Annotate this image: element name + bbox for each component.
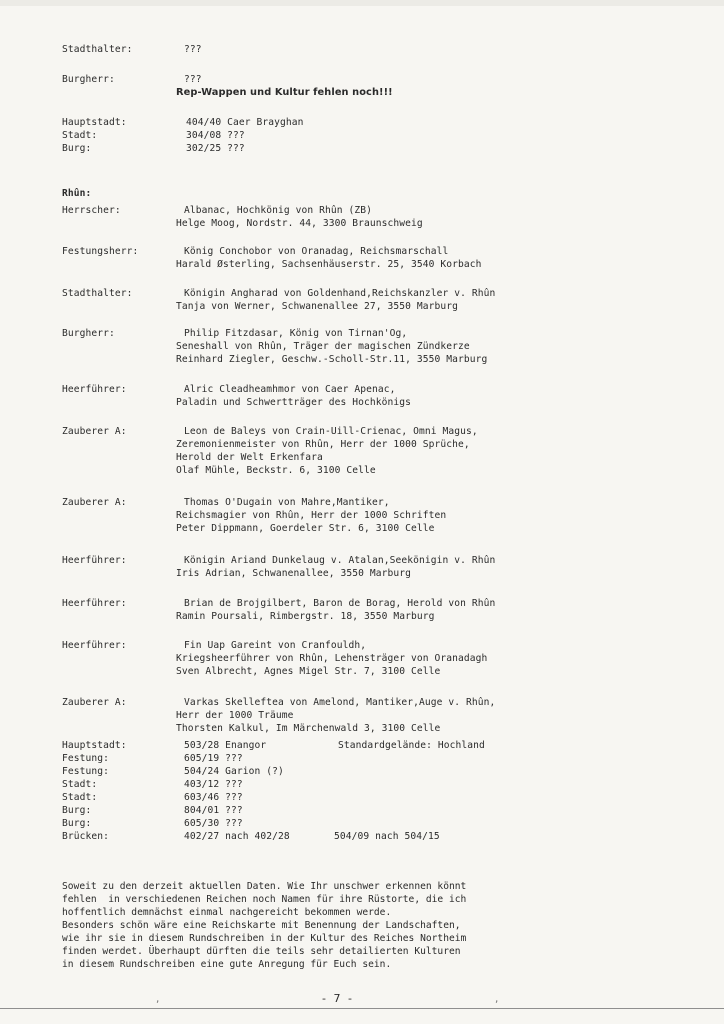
role-label: Festungsherr: [62,246,139,257]
role-detail: Reichsmagier von Rhûn, Herr der 1000 Schriften [176,510,447,521]
role-label: Burgherr: [62,328,115,339]
missing-note: Rep-Wappen und Kultur fehlen noch!!! [176,87,393,98]
role-detail: Thorsten Kalkul, Im Märchenwald 3, 3100 Celle [176,723,441,734]
role-detail: Peter Dippmann, Goerdeler Str. 6, 3100 Celle [176,523,435,534]
burg-value: 302/25 ??? [186,143,245,154]
paragraph-line: wie ihr sie in diesem Rundschreiben in der Kultur des Reiches Northeim [62,933,467,944]
role-label: Heerführer: [62,640,127,651]
place-value: 804/01 ??? [184,805,243,816]
place-label: Brücken: [62,831,110,842]
role-detail: Herr der 1000 Träume [176,710,294,721]
place-value: 605/30 ??? [184,818,243,829]
scan-edge [0,0,724,6]
place-label: Festung: [62,753,110,764]
page-number: - 7 - [322,992,354,1005]
role-detail: Reinhard Ziegler, Geschw.-Scholl-Str.11, 3550 Marburg [176,354,488,365]
stadthalter-label: Stadthalter: [62,44,133,55]
stadthalter-value: ??? [184,44,202,55]
role-title: Leon de Baleys von Crain-Uill-Crienac, Omni Magus, [184,426,478,437]
role-title: Königin Angharad von Goldenhand,Reichskanzler v. Rhûn [184,288,496,299]
paragraph-line: finden werdet. Überhaupt dürften die teils sehr detailierten Kulturen [62,946,461,957]
role-detail: Ramin Poursali, Rimbergstr. 18, 3550 Marburg [176,611,435,622]
role-detail: Zeremonienmeister von Rhûn, Herr der 1000 Sprüche, [176,439,470,450]
role-title: Fin Uap Gareint von Cranfouldh, [184,640,367,651]
role-detail: Herold der Welt Erkenfara [176,452,323,463]
place-extra: 504/09 nach 504/15 [334,831,440,842]
role-label: Zauberer A: [62,426,127,437]
burgherr-label: Burgherr: [62,74,115,85]
role-label: Zauberer A: [62,697,127,708]
role-detail: Paladin und Schwertträger des Hochkönigs [176,397,412,408]
place-value: 605/19 ??? [184,753,243,764]
role-detail: Sven Albrecht, Agnes Migel Str. 7, 3100 Celle [176,666,441,677]
paragraph-line: Soweit zu den derzeit aktuellen Daten. Wie Ihr unschwer erkennen könnt [62,881,467,892]
hauptstadt-label: Hauptstadt: [62,117,127,128]
rhun-heading: Rhûn: [62,188,92,199]
stadt-value: 304/08 ??? [186,130,245,141]
role-detail: Kriegsheerführer von Rhûn, Lehensträger von Oranadagh [176,653,488,664]
role-detail: Seneshall von Rhûn, Träger der magischen Zündkerze [176,341,470,352]
role-label: Heerführer: [62,384,127,395]
role-title: Albanac, Hochkönig von Rhûn (ZB) [184,205,373,216]
place-label: Stadt: [62,779,98,790]
role-title: Thomas O'Dugain von Mahre,Mantiker, [184,497,390,508]
hauptstadt-value: 404/40 Caer Brayghan [186,117,304,128]
burgherr-value: ??? [184,74,202,85]
role-label: Zauberer A: [62,497,127,508]
closing-paragraph [62,880,466,971]
place-label: Burg: [62,805,92,816]
place-label: Burg: [62,818,92,829]
role-detail: Harald Østerling, Sachsenhäuserstr. 25, 3540 Korbach [176,259,482,270]
role-label: Stadthalter: [62,288,133,299]
role-title: Königin Ariand Dunkelaug v. Atalan,Seekönigin v. Rhûn [184,555,496,566]
stadt-label: Stadt: [62,130,98,141]
place-extra: Standardgelände: Hochland [338,740,485,751]
place-value: 503/28 Enangor [184,740,267,751]
place-value: 402/27 nach 402/28 [184,831,290,842]
role-detail: Tanja von Werner, Schwanenallee 27, 3550 Marburg [176,301,459,312]
role-title: König Conchobor von Oranadag, Reichsmarschall [184,246,449,257]
role-label: Heerführer: [62,598,127,609]
place-value: 504/24 Garion (?) [184,766,284,777]
role-detail: Helge Moog, Nordstr. 44, 3300 Braunschweig [176,218,423,229]
bottom-rule [0,1008,724,1009]
paragraph-line: Besonders schön wäre eine Reichskarte mit Benennung der Landschaften, [62,920,461,931]
place-value: 603/46 ??? [184,792,243,803]
place-value: 403/12 ??? [184,779,243,790]
role-label: Herrscher: [62,205,121,216]
place-label: Hauptstadt: [62,740,127,751]
role-detail: Iris Adrian, Schwanenallee, 3550 Marburg [176,568,412,579]
place-label: Festung: [62,766,110,777]
role-title: Varkas Skelleftea von Amelond, Mantiker,Auge v. Rhûn, [184,697,496,708]
paragraph-line: fehlen in verschiedenen Reichen noch Namen für ihre Rüstorte, die ich [62,894,467,905]
role-label: Heerführer: [62,555,127,566]
scan-mark: , [494,995,500,1005]
place-label: Stadt: [62,792,98,803]
paragraph-line: in diesem Rundschreiben eine gute Anregung für Euch sein. [62,959,392,970]
role-title: Alric Cleadheamhmor von Caer Apenac, [184,384,396,395]
role-title: Philip Fitzdasar, König von Tirnan'Og, [184,328,408,339]
burg-label: Burg: [62,143,92,154]
role-title: Brian de Brojgilbert, Baron de Borag, Herold von Rhûn [184,598,496,609]
paragraph-line: hoffentlich demnächst einmal nachgereicht bekommen werde. [62,907,392,918]
role-detail: Olaf Mühle, Beckstr. 6, 3100 Celle [176,465,376,476]
scan-mark: , [155,995,161,1005]
